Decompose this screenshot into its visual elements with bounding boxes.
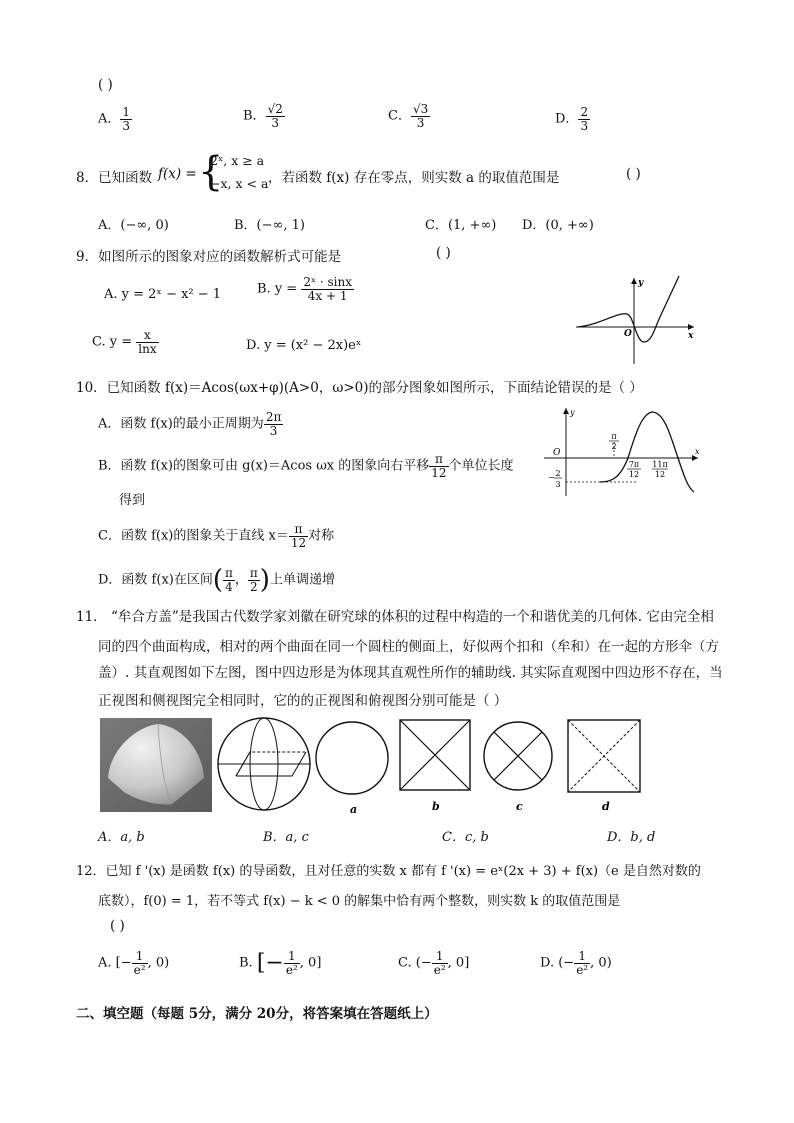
q10-tick-pi2-num: π <box>611 432 617 441</box>
section-2-heading: 二、填空题（每题 5分，满分 20分，将答案填在答题纸上） <box>76 1006 438 1022</box>
q12-option-b: B. [− $\frac{1}{\text{e²}}$ , 0] <box>239 949 322 977</box>
q8-brace: { <box>198 149 224 195</box>
answer-paren: ( ) <box>98 77 113 93</box>
q12-line1: 12．已知 f '(x) 是函数 f(x) 的导函数，且对任意的实数 x 都有 f '(x) = eˣ(2x + 3) + f(x)（e 是自然对数的 <box>76 864 701 879</box>
q10-graph <box>540 404 704 500</box>
q8-paren: ( ) <box>626 166 641 182</box>
q12-option-c: C. (− $\frac{1}{\text{e²}}$ , 0] <box>398 949 470 977</box>
view-b-square-x <box>398 718 476 818</box>
q7-option-a: A． $\frac{1}{3}$ <box>98 105 131 133</box>
view-d-square-dashed-x <box>566 718 646 818</box>
q9-y-label: y <box>638 278 644 288</box>
q10-y-label: y <box>570 408 575 417</box>
q9-option-d: D. y = (x² − 2x)eˣ <box>246 338 362 353</box>
q12-line2: 底数），f(0) = 1，若不等式 f(x) − k < 0 的解集中恰有两个整数，则实数 k 的取值范围是 <box>98 894 621 909</box>
q10-tick-11pi12-num: 11π <box>652 460 668 469</box>
q8-case1: 2ˣ, x ≥ a <box>210 153 265 168</box>
q8-option-c: C．(1, +∞) <box>425 218 497 233</box>
label-c: c <box>516 800 523 813</box>
q8-text: ，若函数 f(x) 存在零点，则实数 a 的取值范围是 <box>268 170 560 186</box>
mouhe-fanggai-image <box>100 718 212 812</box>
q11-line4: 正视图和侧视图完全相同时，它的的正视图和俯视图分别可能是（ ） <box>98 693 508 709</box>
q10-ymin-sign: − <box>548 473 555 482</box>
q8-prefix: 8．已知函数 <box>76 170 153 186</box>
q10-ymin-num: 2 <box>555 469 561 478</box>
label-b: b <box>432 800 440 813</box>
q11-option-b: B．a, c <box>263 830 309 845</box>
view-c-circle-x <box>482 718 560 818</box>
q10-option-d: D．函数 f(x)在区间( $\frac{\pi}{4}$ ， $\frac{\pi}{2}$ )上单调递增 <box>98 565 335 595</box>
q7-option-b: B． $\frac{√2}{3}$ <box>243 102 283 130</box>
q12-option-a: A. [− $\frac{1}{\text{e²}}$ , 0) <box>98 949 170 977</box>
q8-option-b: B．(−∞, 1) <box>234 218 305 233</box>
q9-stem: 9．如图所示的图象对应的函数解析式可能是 <box>76 249 342 265</box>
q7-option-c: C． $\frac{√3}{3}$ <box>388 102 429 130</box>
q12-option-d: D. (− $\frac{1}{\text{e²}}$ , 0) <box>540 949 612 977</box>
q10-x-label: x <box>695 447 700 456</box>
view-a-circle <box>314 718 392 818</box>
q11-line2: 同的四个曲面构成，相对的两个曲面在同一个圆柱的侧面上，好似两个扣和（牟和）在一起的方形伞（方 <box>98 639 719 655</box>
q10-tick-7pi12-den: 12 <box>628 470 640 479</box>
q11-option-d: D．b, d <box>607 830 656 845</box>
q8-fx: f(x) = <box>158 166 197 182</box>
q10-option-b: B．函数 f(x)的图象可由 g(x)＝Acos ωx 的图象向右平移 $\frac{\pi}{12}$ 个单位长度 <box>98 452 514 480</box>
q7-option-d: D． $\frac{2}{3}$ <box>555 105 589 133</box>
q12-paren: ( ) <box>110 918 125 934</box>
q10-option-a: A．函数 f(x)的最小正周期为 $\frac{2\pi}{3}$ <box>98 410 282 438</box>
q10-option-b-cont: 得到 <box>119 493 146 508</box>
q10-origin: O <box>553 448 561 458</box>
q9-graph <box>572 272 700 368</box>
q11-option-a: A．a, b <box>98 830 145 845</box>
q8-case2: −x, x < a <box>210 176 269 191</box>
q9-option-a: A. y = 2ˣ − x² − 1 <box>104 287 222 302</box>
q8-option-d: D．(0, +∞) <box>522 218 594 233</box>
q10-tick-11pi12-den: 12 <box>654 470 666 479</box>
q9-option-c: C. y = $\frac{x}{\ln x}$ <box>92 328 157 356</box>
q11-line1: 11． “牟合方盖”是我国古代数学家刘徽在研究球的体积的过程中构造的一个和谐优美的几何体. 它由完全相 <box>76 609 714 625</box>
q9-x-label: x <box>688 331 694 341</box>
label-a: a <box>350 803 358 816</box>
q10-tick-7pi12-num: 7π <box>628 460 640 469</box>
view-sphere-sketch <box>216 716 312 812</box>
q10-ymin-den: 3 <box>555 480 561 489</box>
q10-stem: 10．已知函数 f(x)＝Acos(ωx+φ)(A>0，ω>0)的部分图象如图所示，下面结论错误的是（ ） <box>76 380 643 396</box>
q9-paren: ( ) <box>436 245 451 261</box>
q10-option-c: C．函数 f(x)的图象关于直线 x＝ $\frac{\pi}{12}$ 对称 <box>98 522 335 550</box>
q11-line3: 盖）. 其直观图如下左图，图中四边形是为体现其直观性所作的辅助线. 其实际直观图中四边形不存在，当 <box>98 665 723 681</box>
q10-tick-pi2-den: 2 <box>611 442 617 451</box>
q9-option-b: B. y = $\frac{\text{2ˣ · sinx}}{4x + 1}$ <box>257 275 352 303</box>
label-d: d <box>602 800 610 813</box>
q9-origin-label: O <box>624 329 632 339</box>
q11-option-c: C．c, b <box>442 830 489 845</box>
q8-option-a: A．(−∞, 0) <box>98 218 169 233</box>
